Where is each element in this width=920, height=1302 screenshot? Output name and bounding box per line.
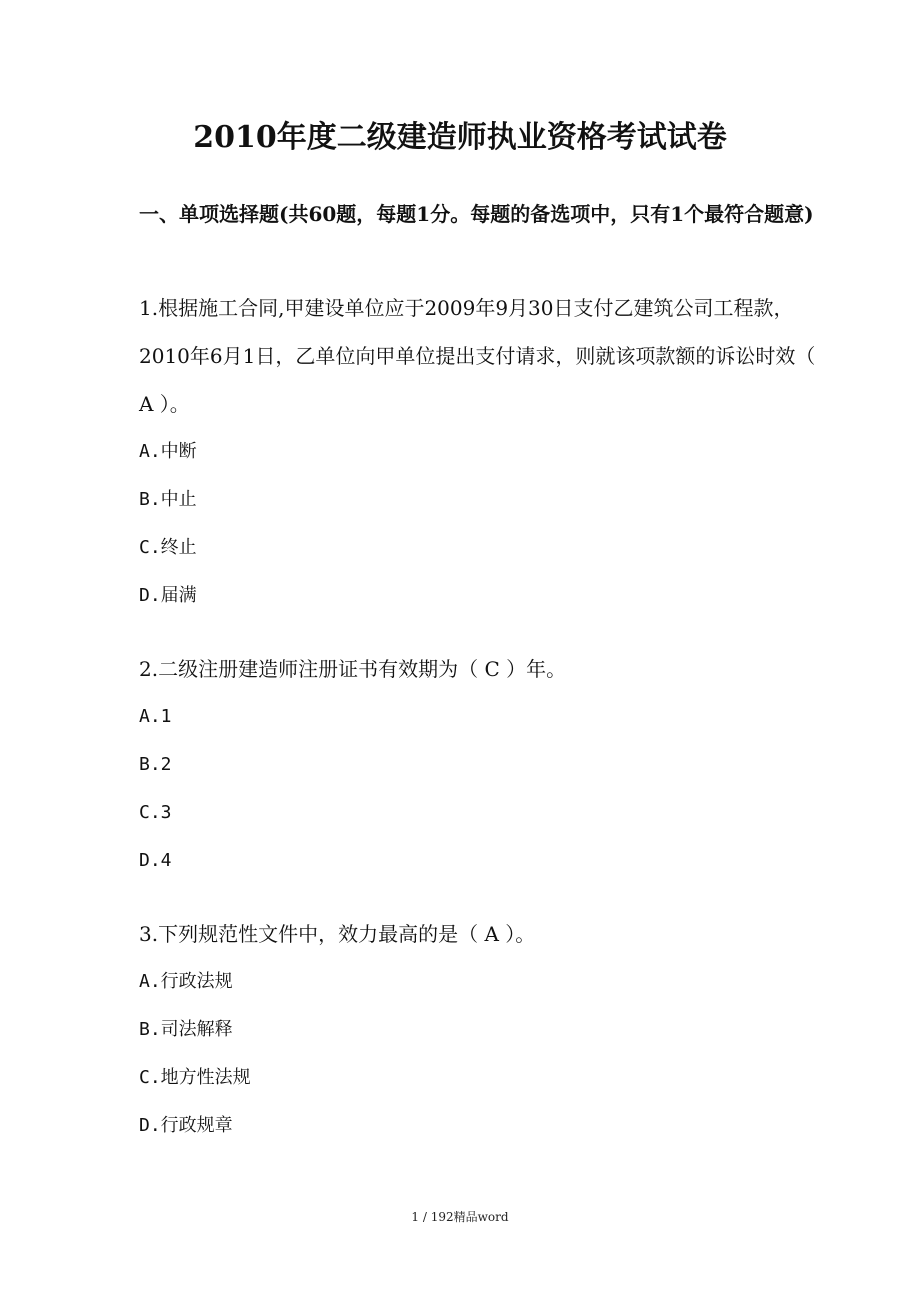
option-d: D.4 bbox=[139, 850, 172, 871]
option-c: C.地方性法规 bbox=[139, 1067, 251, 1088]
option-a: A.行政法规 bbox=[139, 971, 233, 992]
question-list bbox=[139, 284, 829, 1150]
exam-title: 2010年度二级建造师执业资格考试试卷 bbox=[193, 120, 727, 155]
question-block bbox=[139, 910, 829, 1150]
question-spacer bbox=[139, 620, 829, 645]
option-a: A.中断 bbox=[139, 441, 197, 462]
option-d: D.行政规章 bbox=[139, 1115, 233, 1136]
option-c: C.3 bbox=[139, 802, 172, 823]
question-block bbox=[139, 284, 829, 620]
section-heading: 一、单项选择题(共60题，每题1分。每题的备选项中，只有1个最符合题意) bbox=[139, 202, 814, 226]
question-spacer bbox=[139, 885, 829, 910]
page-footer: 1 / 192精品word bbox=[411, 1210, 509, 1224]
option-a: A.1 bbox=[139, 706, 172, 727]
question-text: 3.下列规范性文件中，效力最高的是（ A ）。 bbox=[139, 922, 536, 946]
option-b: B.司法解释 bbox=[139, 1019, 233, 1040]
question-text: 2.二级注册建造师注册证书有效期为（ C ）年。 bbox=[139, 657, 567, 681]
option-c: C.终止 bbox=[139, 537, 197, 558]
option-b: B.2 bbox=[139, 754, 172, 775]
option-b: B.中止 bbox=[139, 489, 197, 510]
question-text: 1.根据施工合同,甲建设单位应于2009年9月30日支付乙建筑公司工程款，2010年6月1日，乙单位向甲单位提出支付请求，则就该项款额的诉讼时效（ A ）。 bbox=[139, 296, 816, 416]
option-d: D.届满 bbox=[139, 585, 197, 606]
question-block bbox=[139, 645, 829, 885]
